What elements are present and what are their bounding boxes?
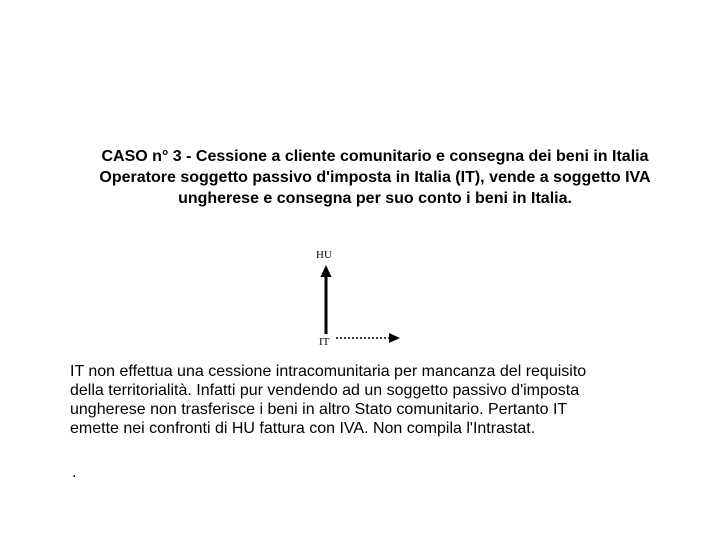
horizontal-arrowhead bbox=[389, 333, 400, 343]
node-label-it: IT bbox=[319, 336, 330, 348]
explanation-line-1: IT non effettua una cessione intracomunitaria per mancanza del requisito bbox=[70, 363, 587, 380]
vertical-arrowhead bbox=[321, 265, 332, 277]
case-title-line-3: ungherese e consegna per suo conto i beni in Italia. bbox=[178, 190, 572, 207]
case-title bbox=[62, 146, 688, 209]
node-label-hu: HU bbox=[316, 249, 332, 261]
explanation-line-3: ungherese non trasferisce i beni in altro Stato comunitario. Pertanto IT bbox=[70, 401, 568, 418]
explanation-paragraph bbox=[70, 362, 690, 438]
trailing-dot: . bbox=[72, 464, 77, 481]
case-title-line-1: CASO n° 3 - Cessione a cliente comunitario e consegna dei beni in Italia bbox=[101, 148, 649, 165]
flow-diagram bbox=[300, 240, 420, 355]
explanation-line-4: emette nei confronti di HU fattura con IVA. Non compila l'Intrastat. bbox=[70, 420, 536, 437]
case-title-line-2: Operatore soggetto passivo d'imposta in Italia (IT), vende a soggetto IVA bbox=[99, 169, 651, 186]
explanation-line-2: della territorialità. Infatti pur vendendo ad un soggetto passivo d'imposta bbox=[70, 382, 580, 399]
